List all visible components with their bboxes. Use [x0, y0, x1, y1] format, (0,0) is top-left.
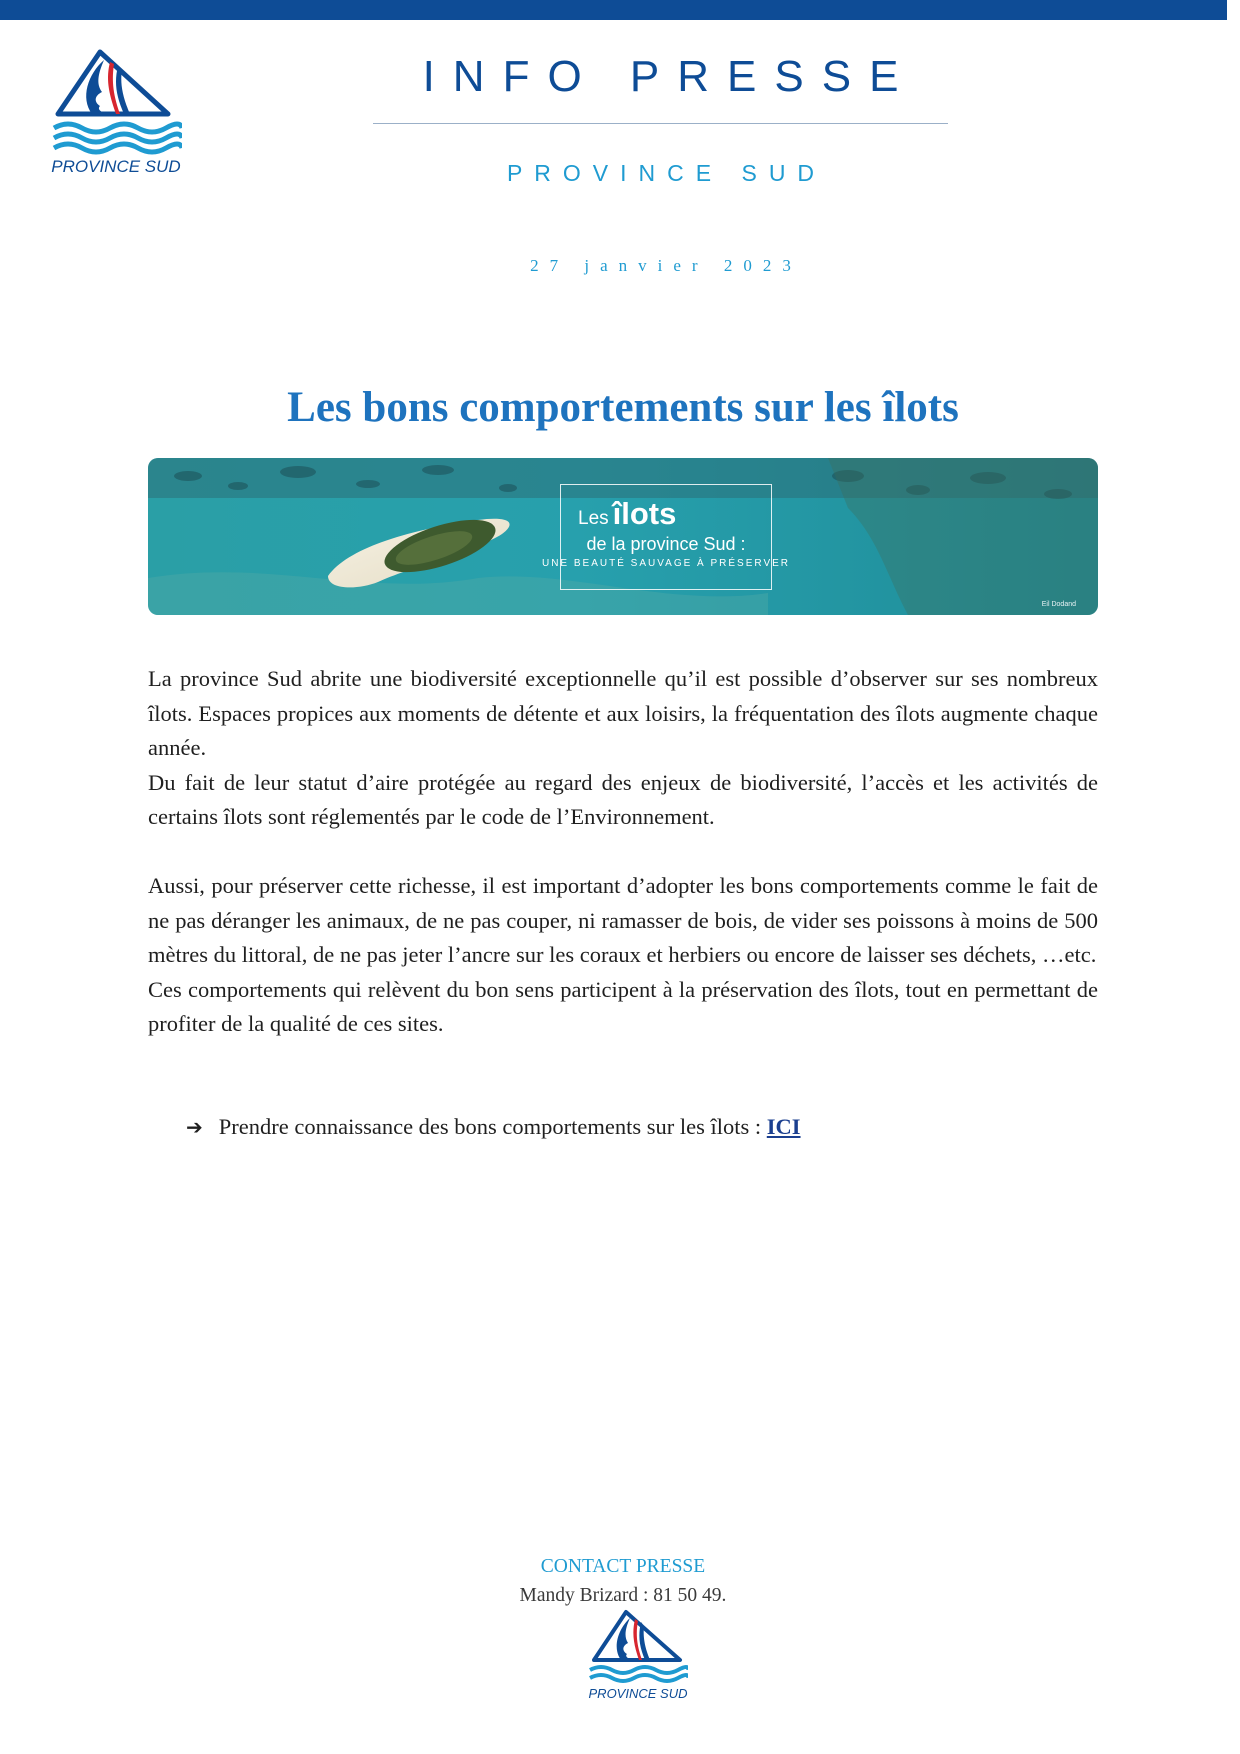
- photo-credit: Eil Dodand: [1041, 601, 1076, 608]
- logo-text: PROVINCE SUD: [51, 157, 181, 176]
- arrow-right-icon: ➔: [186, 1115, 203, 1139]
- paragraph-1: La province Sud abrite une biodiversité exceptionnelle qu’il est possible d’observer sur ses nombreux îlots. Espaces propices aux moments de détente et aux loisirs, la fréquentation des îlots augmente chaque année.: [148, 666, 1098, 760]
- header-divider: [373, 123, 948, 124]
- province-subtitle: PROVINCE SUD: [506, 160, 827, 186]
- ici-link[interactable]: ICI: [766, 1114, 801, 1139]
- banner-title: [578, 496, 676, 532]
- headline: Les bons comportements sur les îlots: [287, 384, 959, 431]
- press-contact: [373, 1552, 873, 1610]
- info-presse-title: INFO PRESSE: [422, 52, 917, 101]
- banner-tagline: UNE BEAUTÉ SAUVAGE À PRÉSERVER: [541, 558, 791, 569]
- paragraph-2: Du fait de leur statut d’aire protégée au regard des enjeux de biodiversité, l’accès et les activités de certains îlots sont réglementés par le code de l’Environnement.: [148, 769, 1098, 829]
- banner-ilots: îlots: [612, 496, 677, 531]
- paragraph-4: Ces comportements qui relèvent du bon sens participent à la préservation des îlots, tout en permettant de profiter de la qualité de ces sites.: [148, 976, 1098, 1036]
- province-sud-logo: [50, 48, 182, 180]
- cta-text: Prendre connaissance des bons comportements sur les îlots :: [218, 1114, 767, 1139]
- contact-details: Mandy Brizard : 81 50 49.: [519, 1585, 727, 1606]
- article-body: [148, 662, 1098, 1042]
- province-sud-logo-footer: [588, 1608, 688, 1702]
- press-date: 27 janvier 2023: [530, 256, 802, 275]
- banner-subtitle: de la province Sud :: [586, 534, 746, 554]
- call-to-action: [186, 1110, 1086, 1144]
- contact-title: CONTACT PRESSE: [540, 1556, 706, 1577]
- islets-banner-image: [148, 458, 1098, 615]
- banner-les: Les: [578, 508, 609, 529]
- logo-text-footer: PROVINCE SUD: [588, 1686, 688, 1701]
- paragraph-3: Aussi, pour préserver cette richesse, il est important d’adopter les bons comportements comme le fait de ne pas déranger les animaux, de ne pas couper, ni ramasser de bois, de vider ses poissons à moins de 500 mètres du littoral, de ne pas jeter l’ancre sur les coraux et herbiers ou encore de laisser ses déchets, …etc.: [148, 873, 1098, 967]
- top-color-bar: [0, 0, 1227, 20]
